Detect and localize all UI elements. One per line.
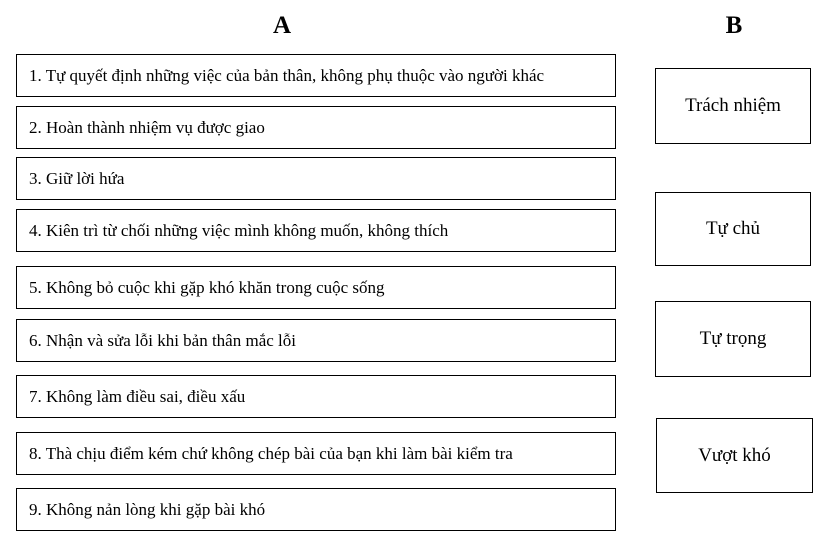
statement-2: 2. Hoàn thành nhiệm vụ được giao (16, 106, 616, 149)
statement-8: 8. Thà chịu điểm kém chứ không chép bài của bạn khi làm bài kiểm tra (16, 432, 616, 475)
trait-trach-nhiem: Trách nhiệm (655, 68, 811, 144)
trait-tu-chu: Tự chủ (655, 192, 811, 266)
statement-7: 7. Không làm điều sai, điều xấu (16, 375, 616, 418)
trait-vuot-kho: Vượt khó (656, 418, 813, 493)
statement-6: 6. Nhận và sửa lỗi khi bản thân mắc lỗi (16, 319, 616, 362)
statement-5: 5. Không bỏ cuộc khi gặp khó khăn trong cuộc sống (16, 266, 616, 309)
statement-9: 9. Không nản lòng khi gặp bài khó (16, 488, 616, 531)
column-a-heading: A (272, 12, 292, 39)
statement-3: 3. Giữ lời hứa (16, 157, 616, 200)
column-b-heading: B (725, 12, 743, 39)
statement-1: 1. Tự quyết định những việc của bản thân, không phụ thuộc vào người khác (16, 54, 616, 97)
statement-4: 4. Kiên trì từ chối những việc mình không muốn, không thích (16, 209, 616, 252)
trait-tu-trong: Tự trọng (655, 301, 811, 377)
